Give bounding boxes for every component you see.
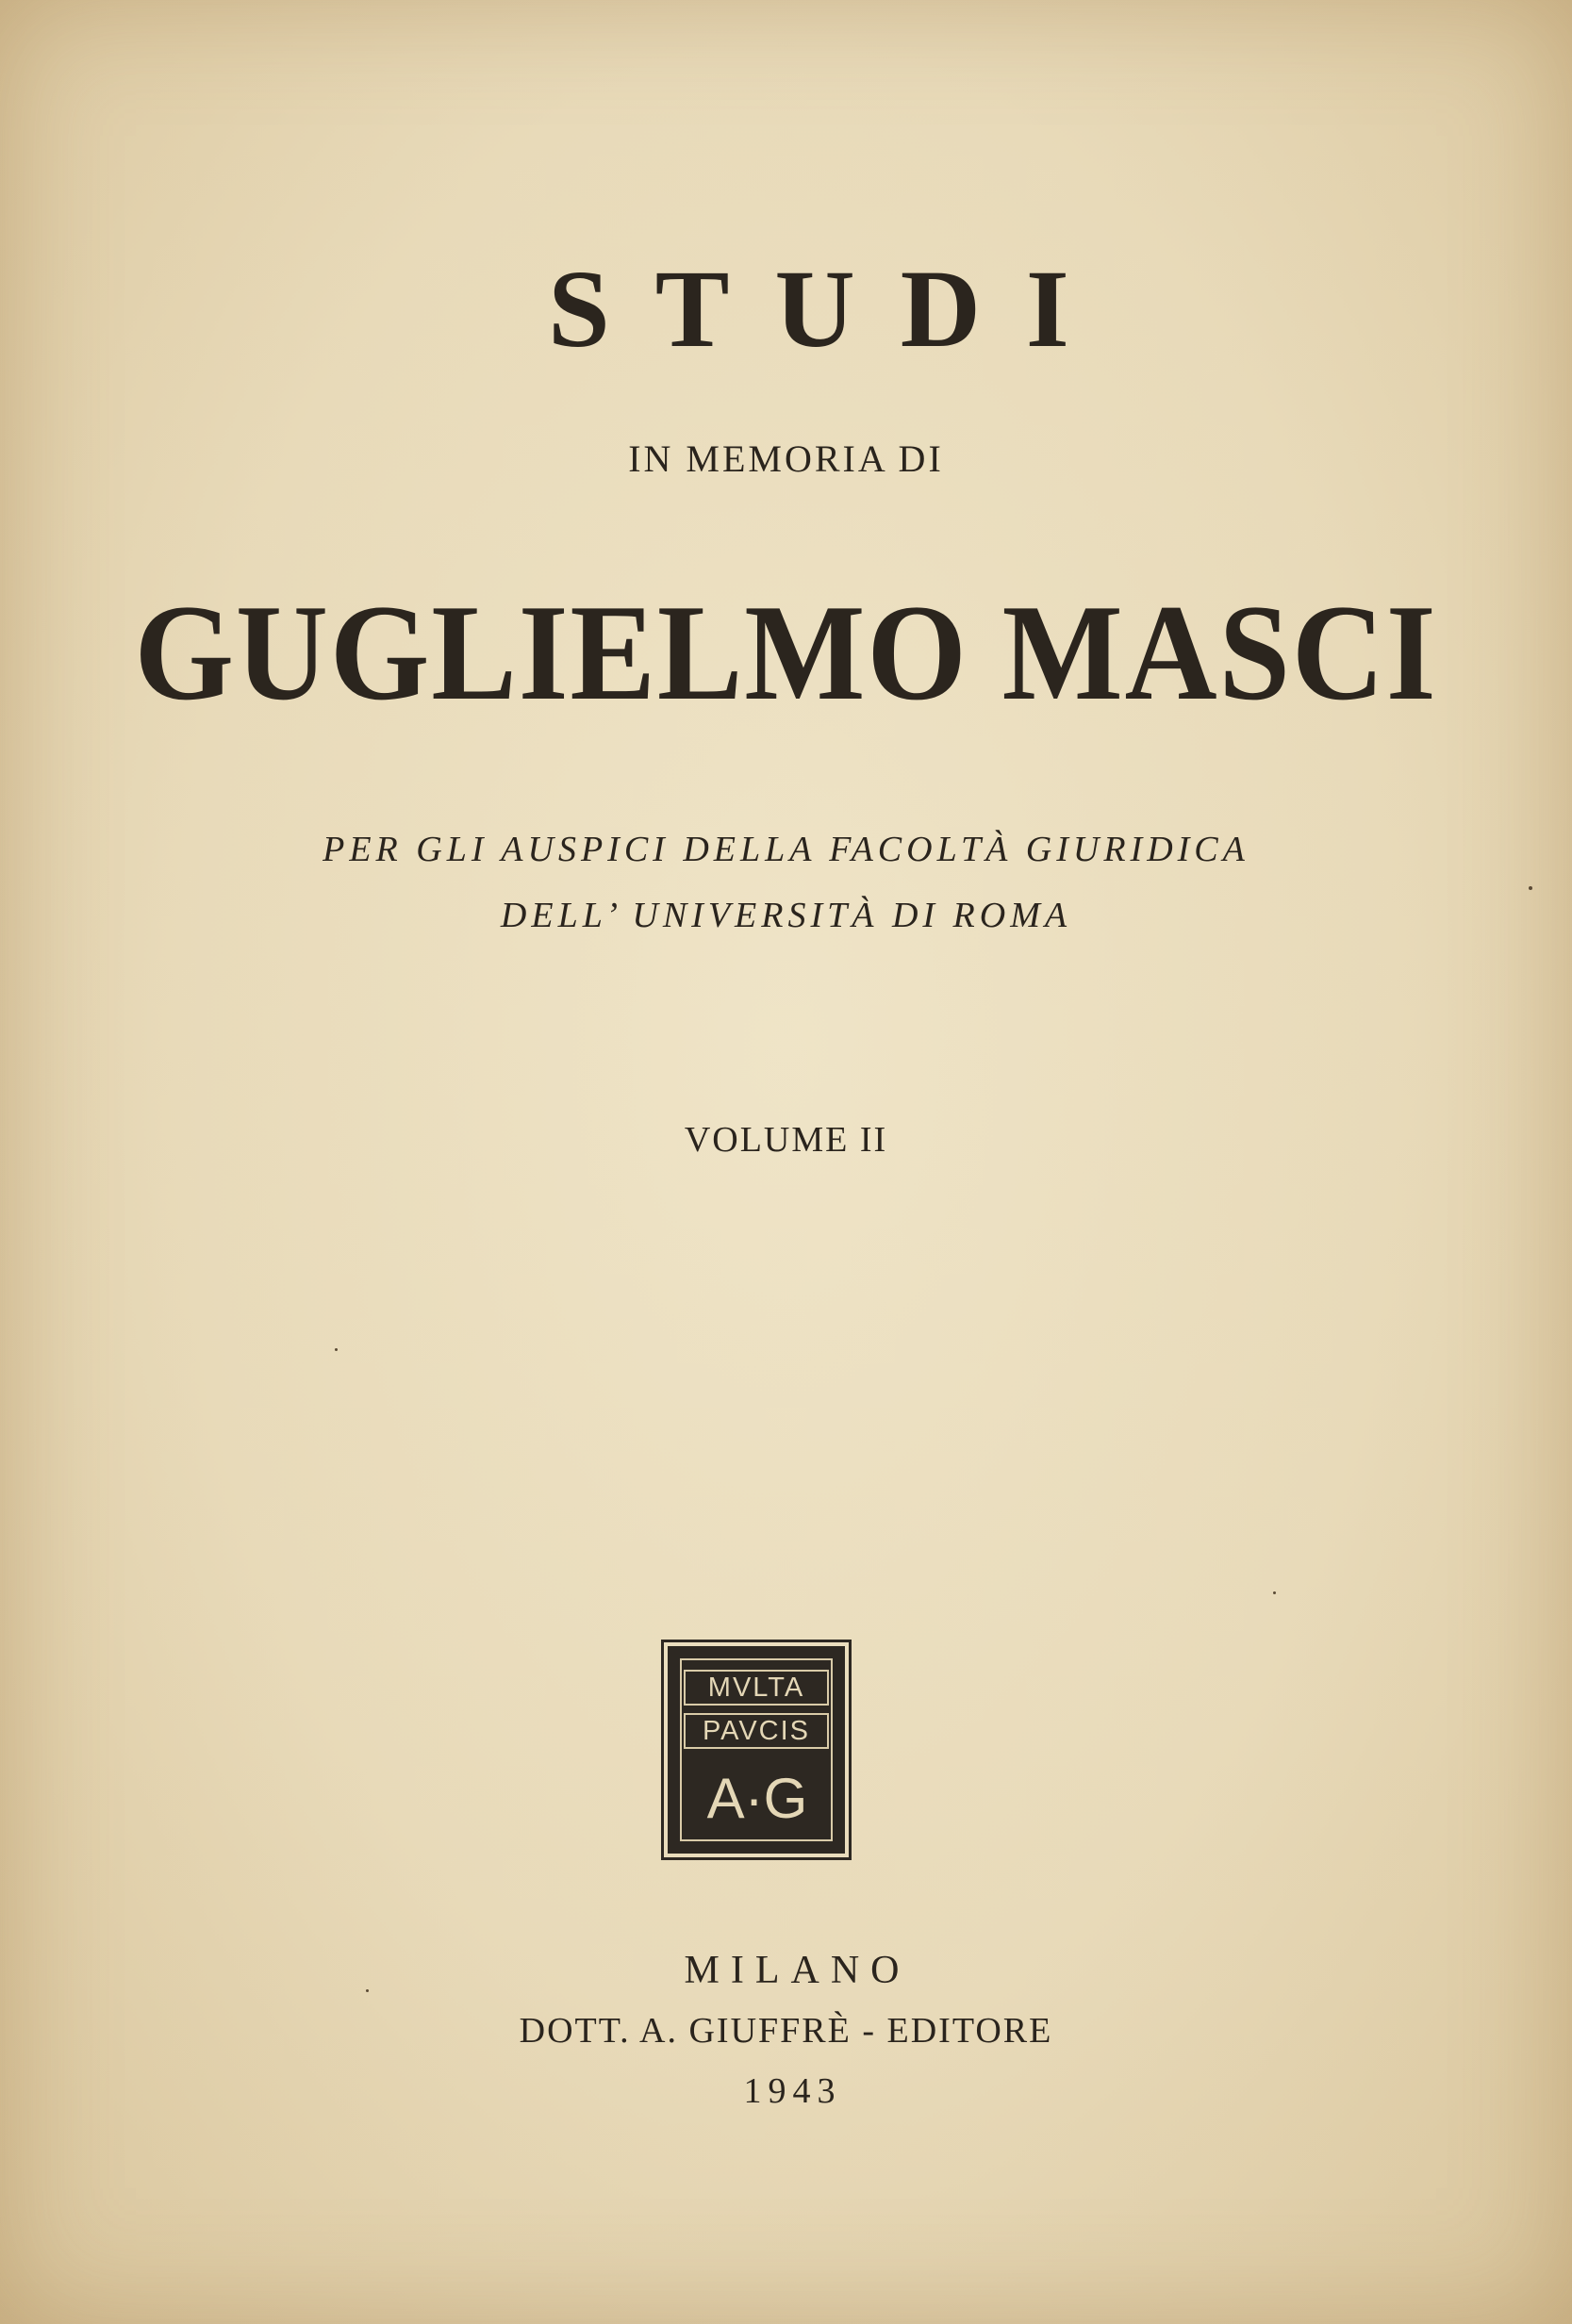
- book-heading: STUDI: [548, 247, 1115, 371]
- imprint-publisher: DOTT. A. GIUFFRÈ - EDITORE: [519, 2011, 1053, 2051]
- auspices-line-1: PER GLI AUSPICI DELLA FACOLTÀ GIURIDICA: [323, 830, 1249, 869]
- logo-initials: A·G: [706, 1767, 808, 1830]
- honoree-name: GUGLIELMO MASCI: [134, 576, 1438, 729]
- imprint-city: MILANO: [684, 1949, 911, 1992]
- logo-motto-line-1: MVLTA: [684, 1670, 829, 1706]
- dedication-line: IN MEMORIA DI: [628, 437, 944, 480]
- imprint-year: 1943: [743, 2071, 842, 2111]
- publisher-logo: [668, 1646, 845, 1854]
- paper-speck: [335, 1348, 338, 1351]
- paper-speck: [1529, 886, 1532, 890]
- volume-number: VOLUME II: [684, 1120, 888, 1160]
- paper-speck: [366, 1989, 369, 1992]
- paper-speck: [1273, 1591, 1276, 1594]
- auspices-line-2: DELL’ UNIVERSITÀ DI ROMA: [500, 896, 1072, 935]
- logo-motto-line-2: PAVCIS: [684, 1713, 829, 1749]
